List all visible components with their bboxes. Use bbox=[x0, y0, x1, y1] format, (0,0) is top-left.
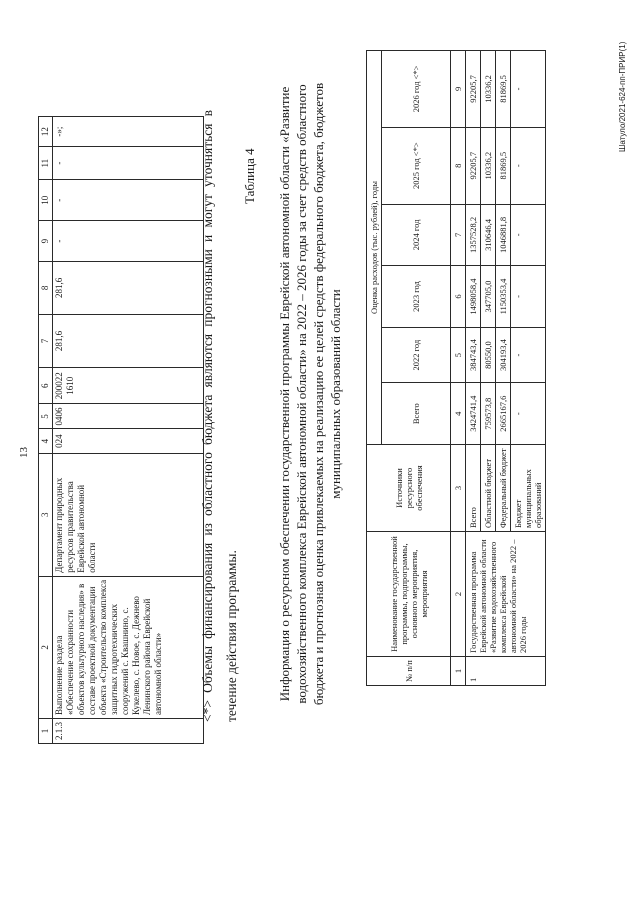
col-number: 9 bbox=[451, 51, 466, 128]
table-row bbox=[466, 51, 481, 686]
resource-table bbox=[366, 50, 546, 686]
col-number: 7 bbox=[451, 204, 466, 266]
header-year: 2026 год <*> bbox=[382, 51, 451, 128]
value-cell: 92205,7 bbox=[466, 127, 481, 204]
col-number: 10 bbox=[39, 180, 53, 221]
header-year: 2023 год bbox=[382, 266, 451, 328]
value-cell: 92205,7 bbox=[466, 51, 481, 128]
table-label: Таблица 4 bbox=[242, 148, 257, 204]
col-number: 2 bbox=[39, 576, 53, 718]
row-cell: 281,6 bbox=[53, 314, 204, 367]
row-cell: 200022 1610 bbox=[53, 368, 204, 404]
value-cell: 384743,4 bbox=[466, 327, 481, 383]
col-number: 5 bbox=[39, 404, 53, 429]
col-number: 9 bbox=[39, 221, 53, 261]
header-estimate: Оценка расходов (тыс. рублей), годы bbox=[367, 51, 382, 445]
header-num: № п/п bbox=[367, 657, 451, 686]
col-number: 11 bbox=[39, 147, 53, 180]
program-name: Государственная программа Еврейской автономной области «Развитие водохозяйственного комплекса Еврейской автономной области» на 2022 – 2026 годы bbox=[466, 532, 546, 657]
table-title: Информация о ресурсном обеспечении государственной программы Еврейской автономной области «Развитие водохозяйственного комплекса Еврейской автономной области» на 2022 – 2026 годы за счет средств областного бюджета и прогнозная оценка привлекаемых на реализацию ее целей средств федерального бюджета, бюджетов муниципальных образований области bbox=[277, 82, 343, 706]
value-cell: 3424741,4 bbox=[466, 383, 481, 445]
col-number: 1 bbox=[39, 719, 53, 744]
program-num: 1 bbox=[466, 657, 546, 686]
value-cell: 80550,0 bbox=[481, 327, 496, 383]
value-cell: - bbox=[511, 51, 546, 128]
table-row bbox=[53, 117, 204, 744]
header-year: 2025 год <*> bbox=[382, 127, 451, 204]
header-row bbox=[367, 51, 382, 686]
page-number: 13 bbox=[18, 447, 30, 458]
col-number: 2 bbox=[451, 532, 466, 657]
header-source: Источники ресурсного обеспечения bbox=[367, 445, 451, 532]
row-cell: - bbox=[53, 180, 204, 221]
continuation-table bbox=[38, 116, 204, 744]
col-number: 7 bbox=[39, 314, 53, 367]
value-cell: 1357528,2 bbox=[466, 204, 481, 266]
value-cell: - bbox=[511, 327, 546, 383]
row-number: 2.1.3 bbox=[53, 719, 204, 744]
col-number: 4 bbox=[39, 429, 53, 453]
value-cell: - bbox=[511, 266, 546, 328]
col-number: 1 bbox=[451, 657, 466, 686]
source-label: Федеральный бюджет bbox=[496, 445, 511, 532]
row-cell: - bbox=[53, 147, 204, 180]
source-label: Бюджет муниципальных образований bbox=[511, 445, 546, 532]
value-cell: - bbox=[511, 127, 546, 204]
value-cell: 759573,8 bbox=[481, 383, 496, 445]
row-cell: 0406 bbox=[53, 404, 204, 429]
document-id: Шатуло/2021-624-пп-ПРИР(1) bbox=[618, 41, 627, 152]
value-cell: 81869,5 bbox=[496, 127, 511, 204]
value-cell: 304193,4 bbox=[496, 327, 511, 383]
value-cell: 1498058,4 bbox=[466, 266, 481, 328]
footnote: <*> Объемы финансирования из областного бюджета являются прогнозными и могут уточняться в течение действия программы. bbox=[200, 110, 239, 722]
value-cell: 10336,2 bbox=[481, 51, 496, 128]
value-cell: - bbox=[511, 383, 546, 445]
col-number: 4 bbox=[451, 383, 466, 445]
value-cell: 1046881,8 bbox=[496, 204, 511, 266]
col-number: 8 bbox=[451, 127, 466, 204]
row-cell: - bbox=[53, 221, 204, 261]
column-numbers-row bbox=[451, 51, 466, 686]
value-cell: 2665167,6 bbox=[496, 383, 511, 445]
column-numbers-row bbox=[39, 117, 53, 744]
header-total: Всего bbox=[382, 383, 451, 445]
col-number: 6 bbox=[451, 266, 466, 328]
source-label: Областной бюджет bbox=[481, 445, 496, 532]
header-year: 2024 год bbox=[382, 204, 451, 266]
col-number: 3 bbox=[39, 453, 53, 576]
row-executor: Департамент природных ресурсов правительства Еврейской автономной области bbox=[53, 453, 204, 576]
header-name: Наименование государственной программы, подпрограммы, основного мероприятия, мероприятия bbox=[367, 532, 451, 657]
col-number: 8 bbox=[39, 261, 53, 314]
value-cell: 310646,4 bbox=[481, 204, 496, 266]
source-label: Всего bbox=[466, 445, 481, 532]
row-name: Выполнение раздела «Обеспечение сохранности объектов культурного наследия» в составе проектной документации объекта «Строительство комплекса защитных гидротехнических сооружений с. Квашнино, с. Кукелево, с. Новое, с. Дежнево Ленинского района Еврейской автономной области» bbox=[53, 576, 204, 718]
header-year: 2022 год bbox=[382, 327, 451, 383]
row-cell: 281,6 bbox=[53, 261, 204, 314]
col-number: 3 bbox=[451, 445, 466, 532]
row-cell: -»; bbox=[53, 117, 204, 147]
row-cell: 024 bbox=[53, 429, 204, 453]
value-cell: - bbox=[511, 204, 546, 266]
value-cell: 10336,2 bbox=[481, 127, 496, 204]
value-cell: 1150353,4 bbox=[496, 266, 511, 328]
col-number: 6 bbox=[39, 368, 53, 404]
col-number: 12 bbox=[39, 117, 53, 147]
col-number: 5 bbox=[451, 327, 466, 383]
value-cell: 81869,5 bbox=[496, 51, 511, 128]
value-cell: 347705,0 bbox=[481, 266, 496, 328]
